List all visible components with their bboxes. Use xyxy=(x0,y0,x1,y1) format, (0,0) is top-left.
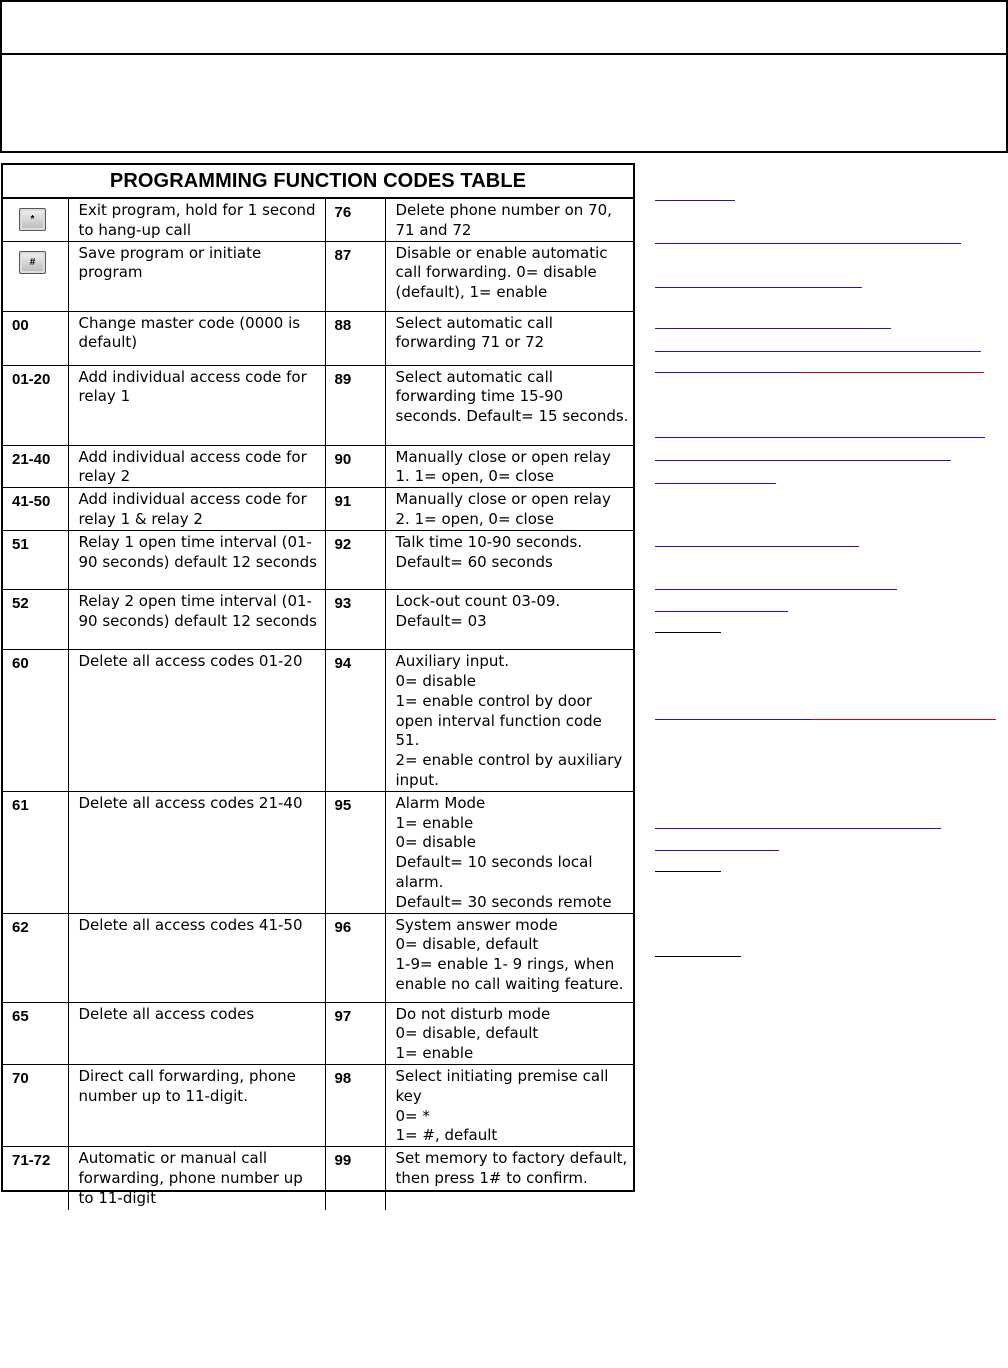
function-description: Set memory to factory default, then press 1# to confirm. xyxy=(395,1149,628,1187)
function-code: 41-50 xyxy=(3,488,68,531)
link-underline[interactable] xyxy=(655,351,981,352)
header-bar xyxy=(0,0,1008,55)
link-underline[interactable] xyxy=(655,483,776,484)
link-underline[interactable] xyxy=(655,200,735,201)
function-description: System answer mode 0= disable, default 1-9= enable 1- 9 rings, when enable no call waiting feature. xyxy=(385,913,633,1002)
table-row xyxy=(3,241,633,311)
function-code: 70 xyxy=(3,1064,68,1146)
function-code: 94 xyxy=(325,650,385,792)
function-description: Lock-out count 03-09. Default= 03 xyxy=(385,590,633,650)
function-codes-table xyxy=(1,163,635,1207)
link-underline[interactable] xyxy=(655,437,985,438)
link-underline[interactable] xyxy=(655,589,897,590)
function-description: Delete all access codes xyxy=(68,1002,325,1064)
function-description: Add individual access code for relay 1 xyxy=(68,365,325,445)
plain-underline xyxy=(655,871,721,872)
function-code: 01-20 xyxy=(3,365,68,445)
function-description: Change master code (0000 is default) xyxy=(68,311,325,365)
function-description: Delete phone number on 70, 71 and 72 xyxy=(385,199,633,241)
link-underline[interactable] xyxy=(655,611,788,612)
revision-underline xyxy=(800,372,984,373)
function-code: 90 xyxy=(325,445,385,488)
function-description: Relay 2 open time interval (01-90 seconds) default 12 seconds xyxy=(68,590,325,650)
link-underline[interactable] xyxy=(655,460,951,461)
function-description: Add individual access code for relay 1 & relay 2 xyxy=(68,488,325,531)
function-description: Auxiliary input. 0= disable 1= enable control by door open interval function code 51. 2= enable control by auxiliary input. xyxy=(385,650,633,792)
function-code: 76 xyxy=(325,199,385,241)
table-row xyxy=(3,791,633,913)
function-code: 61 xyxy=(3,791,68,913)
revision-underline xyxy=(812,719,996,720)
table-row xyxy=(3,1064,633,1146)
function-code: 51 xyxy=(3,531,68,590)
function-description: Exit program, hold for 1 second to hang-up call xyxy=(68,199,325,241)
function-code: 92 xyxy=(325,531,385,590)
function-code: 60 xyxy=(3,650,68,792)
function-description: Add individual access code for relay 2 xyxy=(68,445,325,488)
link-underline[interactable] xyxy=(655,546,859,547)
function-code: 65 xyxy=(3,1002,68,1064)
function-description: Relay 1 open time interval (01-90 seconds) default 12 seconds xyxy=(68,531,325,590)
function-code: 93 xyxy=(325,590,385,650)
header-panel xyxy=(0,53,1008,153)
link-underline[interactable] xyxy=(655,850,779,851)
link-underline[interactable] xyxy=(655,372,800,373)
function-code: 21-40 xyxy=(3,445,68,488)
table-row xyxy=(3,311,633,365)
function-description: Delete all access codes 21-40 xyxy=(68,791,325,913)
function-description: Select initiating premise call key 0= * 1= #, default xyxy=(385,1064,633,1146)
function-description: Direct call forwarding, phone number up to 11-digit. xyxy=(68,1064,325,1146)
function-code: 99 xyxy=(325,1147,385,1210)
table-row xyxy=(3,488,633,531)
function-description: Delete all access codes 01-20 xyxy=(68,650,325,792)
function-code: 88 xyxy=(325,311,385,365)
table-row xyxy=(3,913,633,1002)
function-code: 95 xyxy=(325,791,385,913)
link-underline[interactable] xyxy=(655,287,862,288)
hash-key-icon: # xyxy=(19,251,46,274)
function-code: 98 xyxy=(325,1064,385,1146)
table-title: PROGRAMMING FUNCTION CODES TABLE xyxy=(3,165,633,199)
plain-underline xyxy=(655,632,721,633)
table-row xyxy=(3,365,633,445)
link-underline[interactable] xyxy=(655,243,961,244)
function-code xyxy=(3,241,68,311)
function-codes-grid xyxy=(3,199,633,1210)
table-row xyxy=(3,590,633,650)
function-code xyxy=(3,199,68,241)
plain-underline xyxy=(655,956,741,957)
function-description: Alarm Mode 1= enable 0= disable Default= 10 seconds local alarm. Default= 30 seconds remote xyxy=(385,791,633,913)
function-description: Automatic or manual call forwarding, phone number up to 11-digit xyxy=(68,1147,325,1210)
table-row xyxy=(3,650,633,792)
function-description: Do not disturb mode 0= disable, default 1= enable xyxy=(385,1002,633,1064)
table-row xyxy=(3,1002,633,1064)
function-description: Talk time 10-90 seconds. Default= 60 seconds xyxy=(385,531,633,590)
link-underline[interactable] xyxy=(655,828,941,829)
function-description: Manually close or open relay 1. 1= open, 0= close xyxy=(385,445,633,488)
link-underline[interactable] xyxy=(655,719,812,720)
function-code: 52 xyxy=(3,590,68,650)
table-row xyxy=(3,199,633,241)
function-description: Manually close or open relay 2. 1= open, 0= close xyxy=(385,488,633,531)
function-code: 91 xyxy=(325,488,385,531)
function-description: Select automatic call forwarding 71 or 72 xyxy=(385,311,633,365)
function-code: 97 xyxy=(325,1002,385,1064)
link-underline[interactable] xyxy=(655,328,891,329)
function-description: Delete all access codes 41-50 xyxy=(68,913,325,1002)
table-row xyxy=(3,1147,633,1210)
star-key-icon: * xyxy=(19,208,46,231)
function-code: 96 xyxy=(325,913,385,1002)
function-code: 87 xyxy=(325,241,385,311)
function-description: Save program or initiate program xyxy=(68,241,325,311)
function-code: 62 xyxy=(3,913,68,1002)
function-description: Select automatic call forwarding time 15-90 seconds. Default= 15 seconds. xyxy=(385,365,633,445)
function-code: 00 xyxy=(3,311,68,365)
function-code: 71-72 xyxy=(3,1147,68,1210)
table-row xyxy=(3,445,633,488)
function-code: 89 xyxy=(325,365,385,445)
table-row xyxy=(3,531,633,590)
function-description: Disable or enable automatic call forwarding. 0= disable (default), 1= enable xyxy=(385,241,633,311)
